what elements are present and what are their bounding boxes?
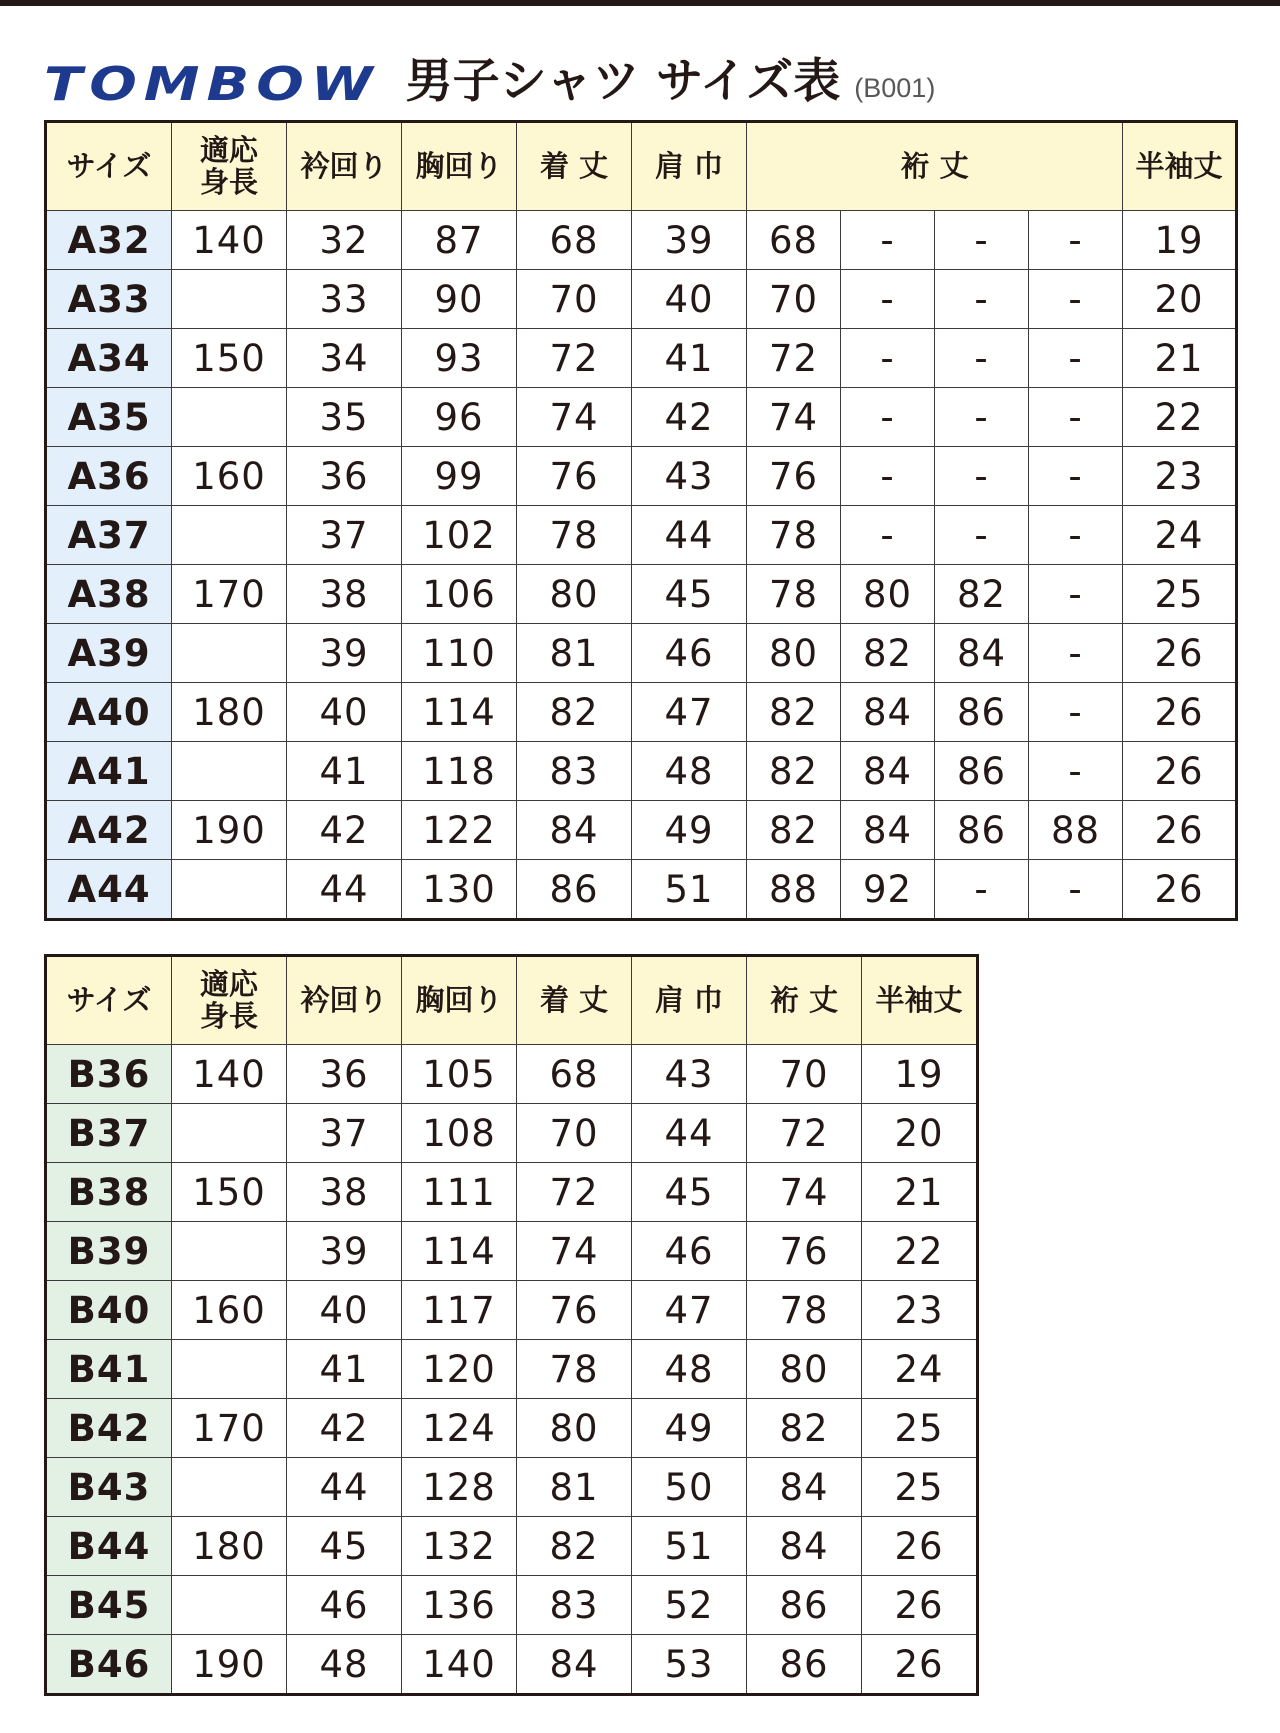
chest-cell: 90 bbox=[402, 270, 517, 329]
length-cell: 76 bbox=[517, 1281, 632, 1340]
header-half-sleeve: 半袖丈 bbox=[1123, 122, 1237, 211]
sleeve-cell: 84 bbox=[747, 1517, 862, 1576]
half-sleeve-cell: 22 bbox=[862, 1222, 978, 1281]
table-row bbox=[46, 329, 1237, 388]
table-row bbox=[46, 506, 1237, 565]
table-row bbox=[46, 1281, 978, 1340]
header-sleeve: 裄 丈 bbox=[747, 956, 862, 1045]
shoulder-cell: 53 bbox=[632, 1635, 747, 1695]
length-cell: 78 bbox=[517, 1340, 632, 1399]
size-code-cell: B42 bbox=[46, 1399, 172, 1458]
sleeve-cell-2: - bbox=[841, 447, 935, 506]
size-code-cell: A37 bbox=[46, 506, 172, 565]
chest-cell: 132 bbox=[402, 1517, 517, 1576]
half-sleeve-cell: 26 bbox=[862, 1576, 978, 1635]
table-row bbox=[46, 1163, 978, 1222]
header-height bbox=[172, 122, 287, 211]
length-cell: 70 bbox=[517, 1104, 632, 1163]
size-code-cell: B41 bbox=[46, 1340, 172, 1399]
shoulder-cell: 42 bbox=[632, 388, 747, 447]
half-sleeve-cell: 26 bbox=[1123, 624, 1237, 683]
chest-cell: 140 bbox=[402, 1635, 517, 1695]
chest-cell: 136 bbox=[402, 1576, 517, 1635]
length-cell: 68 bbox=[517, 211, 632, 270]
collar-cell: 42 bbox=[287, 801, 402, 860]
sleeve-cell-1: 76 bbox=[747, 447, 841, 506]
shoulder-cell: 44 bbox=[632, 1104, 747, 1163]
sleeve-cell-4: - bbox=[1029, 565, 1123, 624]
height-cell bbox=[172, 1222, 287, 1281]
table-row bbox=[46, 1222, 978, 1281]
sleeve-cell-2: - bbox=[841, 506, 935, 565]
chest-cell: 102 bbox=[402, 506, 517, 565]
height-cell bbox=[172, 506, 287, 565]
size-code-cell: A40 bbox=[46, 683, 172, 742]
sleeve-cell-3: - bbox=[935, 270, 1029, 329]
length-cell: 72 bbox=[517, 1163, 632, 1222]
sleeve-cell-2: - bbox=[841, 211, 935, 270]
sleeve-cell: 70 bbox=[747, 1045, 862, 1104]
table-row bbox=[46, 1045, 978, 1104]
height-cell: 160 bbox=[172, 447, 287, 506]
shoulder-cell: 47 bbox=[632, 1281, 747, 1340]
sleeve-cell: 74 bbox=[747, 1163, 862, 1222]
sleeve-cell-3: 86 bbox=[935, 742, 1029, 801]
sleeve-cell-3: - bbox=[935, 447, 1029, 506]
length-cell: 80 bbox=[517, 1399, 632, 1458]
table-row bbox=[46, 624, 1237, 683]
collar-cell: 41 bbox=[287, 1340, 402, 1399]
shoulder-cell: 52 bbox=[632, 1576, 747, 1635]
table-row bbox=[46, 1104, 978, 1163]
collar-cell: 38 bbox=[287, 1163, 402, 1222]
sleeve-cell-3: 84 bbox=[935, 624, 1029, 683]
collar-cell: 32 bbox=[287, 211, 402, 270]
collar-cell: 36 bbox=[287, 1045, 402, 1104]
collar-cell: 39 bbox=[287, 1222, 402, 1281]
size-code-cell: B40 bbox=[46, 1281, 172, 1340]
sleeve-cell-3: - bbox=[935, 506, 1029, 565]
half-sleeve-cell: 19 bbox=[1123, 211, 1237, 270]
length-cell: 81 bbox=[517, 624, 632, 683]
length-cell: 83 bbox=[517, 1576, 632, 1635]
half-sleeve-cell: 26 bbox=[1123, 683, 1237, 742]
sleeve-cell-2: 84 bbox=[841, 683, 935, 742]
chest-cell: 114 bbox=[402, 683, 517, 742]
chest-cell: 105 bbox=[402, 1045, 517, 1104]
size-code-cell: B38 bbox=[46, 1163, 172, 1222]
shoulder-cell: 43 bbox=[632, 1045, 747, 1104]
sleeve-cell-3: 86 bbox=[935, 801, 1029, 860]
length-cell: 70 bbox=[517, 270, 632, 329]
collar-cell: 46 bbox=[287, 1576, 402, 1635]
chest-cell: 114 bbox=[402, 1222, 517, 1281]
height-cell bbox=[172, 1340, 287, 1399]
sleeve-cell-2: 80 bbox=[841, 565, 935, 624]
shoulder-cell: 46 bbox=[632, 624, 747, 683]
size-code-cell: B46 bbox=[46, 1635, 172, 1695]
sleeve-cell: 84 bbox=[747, 1458, 862, 1517]
header-height bbox=[172, 956, 287, 1045]
table-row bbox=[46, 801, 1237, 860]
sleeve-cell-2: - bbox=[841, 270, 935, 329]
half-sleeve-cell: 21 bbox=[1123, 329, 1237, 388]
shoulder-cell: 51 bbox=[632, 860, 747, 920]
sleeve-cell: 86 bbox=[747, 1576, 862, 1635]
size-code-cell: A34 bbox=[46, 329, 172, 388]
header-height-line2: 身長 bbox=[199, 164, 258, 199]
product-code: (B001) bbox=[854, 73, 936, 103]
half-sleeve-cell: 19 bbox=[862, 1045, 978, 1104]
sleeve-cell-1: 78 bbox=[747, 506, 841, 565]
table-row bbox=[46, 1458, 978, 1517]
chest-cell: 117 bbox=[402, 1281, 517, 1340]
half-sleeve-cell: 25 bbox=[1123, 565, 1237, 624]
table-a-body bbox=[46, 211, 1237, 920]
sleeve-cell-1: 80 bbox=[747, 624, 841, 683]
table-row bbox=[46, 1576, 978, 1635]
chest-cell: 118 bbox=[402, 742, 517, 801]
length-cell: 72 bbox=[517, 329, 632, 388]
size-code-cell: A39 bbox=[46, 624, 172, 683]
chest-cell: 99 bbox=[402, 447, 517, 506]
height-cell bbox=[172, 1576, 287, 1635]
sleeve-cell-3: - bbox=[935, 860, 1029, 920]
half-sleeve-cell: 20 bbox=[862, 1104, 978, 1163]
table-row bbox=[46, 565, 1237, 624]
sleeve-cell-1: 78 bbox=[747, 565, 841, 624]
shoulder-cell: 48 bbox=[632, 1340, 747, 1399]
length-cell: 76 bbox=[517, 447, 632, 506]
height-cell bbox=[172, 270, 287, 329]
header-length: 着 丈 bbox=[517, 956, 632, 1045]
size-code-cell: A38 bbox=[46, 565, 172, 624]
length-cell: 78 bbox=[517, 506, 632, 565]
half-sleeve-cell: 24 bbox=[1123, 506, 1237, 565]
sleeve-cell: 78 bbox=[747, 1281, 862, 1340]
sleeve-cell-2: - bbox=[841, 329, 935, 388]
sleeve-cell-1: 74 bbox=[747, 388, 841, 447]
length-cell: 83 bbox=[517, 742, 632, 801]
height-cell: 140 bbox=[172, 1045, 287, 1104]
sleeve-cell: 72 bbox=[747, 1104, 862, 1163]
header-shoulder: 肩 巾 bbox=[632, 122, 747, 211]
header-collar: 衿回り bbox=[287, 956, 402, 1045]
length-cell: 82 bbox=[517, 1517, 632, 1576]
header-length: 着 丈 bbox=[517, 122, 632, 211]
size-code-cell: A44 bbox=[46, 860, 172, 920]
size-code-cell: A36 bbox=[46, 447, 172, 506]
length-cell: 84 bbox=[517, 1635, 632, 1695]
chest-cell: 93 bbox=[402, 329, 517, 388]
chest-cell: 124 bbox=[402, 1399, 517, 1458]
sleeve-cell-2: - bbox=[841, 388, 935, 447]
collar-cell: 41 bbox=[287, 742, 402, 801]
header-size: サイズ bbox=[46, 956, 172, 1045]
size-table-a bbox=[44, 120, 1238, 921]
sleeve-cell-1: 88 bbox=[747, 860, 841, 920]
length-cell: 81 bbox=[517, 1458, 632, 1517]
half-sleeve-cell: 26 bbox=[862, 1635, 978, 1695]
size-code-cell: B45 bbox=[46, 1576, 172, 1635]
collar-cell: 37 bbox=[287, 1104, 402, 1163]
table-row bbox=[46, 211, 1237, 270]
sleeve-cell: 76 bbox=[747, 1222, 862, 1281]
half-sleeve-cell: 20 bbox=[1123, 270, 1237, 329]
collar-cell: 39 bbox=[287, 624, 402, 683]
sleeve-cell-1: 72 bbox=[747, 329, 841, 388]
table-row bbox=[46, 1340, 978, 1399]
header-height-line1: 適応 bbox=[199, 967, 258, 1002]
size-code-cell: A42 bbox=[46, 801, 172, 860]
sleeve-cell-3: 82 bbox=[935, 565, 1029, 624]
shoulder-cell: 49 bbox=[632, 801, 747, 860]
shoulder-cell: 45 bbox=[632, 565, 747, 624]
header-sleeve: 裄 丈 bbox=[747, 122, 1123, 211]
top-rule bbox=[0, 0, 1280, 6]
collar-cell: 38 bbox=[287, 565, 402, 624]
half-sleeve-cell: 26 bbox=[1123, 742, 1237, 801]
sleeve-cell-4: - bbox=[1029, 683, 1123, 742]
sleeve-cell-4: - bbox=[1029, 329, 1123, 388]
table-row bbox=[46, 270, 1237, 329]
chest-cell: 87 bbox=[402, 211, 517, 270]
sleeve-cell: 86 bbox=[747, 1635, 862, 1695]
sleeve-cell-2: 84 bbox=[841, 801, 935, 860]
table-row bbox=[46, 860, 1237, 920]
shoulder-cell: 48 bbox=[632, 742, 747, 801]
sleeve-cell-4: - bbox=[1029, 624, 1123, 683]
header-chest: 胸回り bbox=[402, 122, 517, 211]
height-cell bbox=[172, 388, 287, 447]
sleeve-cell: 80 bbox=[747, 1340, 862, 1399]
shoulder-cell: 47 bbox=[632, 683, 747, 742]
half-sleeve-cell: 21 bbox=[862, 1163, 978, 1222]
collar-cell: 36 bbox=[287, 447, 402, 506]
half-sleeve-cell: 26 bbox=[1123, 801, 1237, 860]
sleeve-cell-1: 82 bbox=[747, 683, 841, 742]
header-height-line2: 身長 bbox=[199, 998, 258, 1033]
shoulder-cell: 45 bbox=[632, 1163, 747, 1222]
sleeve-cell-4: - bbox=[1029, 742, 1123, 801]
height-cell bbox=[172, 860, 287, 920]
collar-cell: 34 bbox=[287, 329, 402, 388]
collar-cell: 45 bbox=[287, 1517, 402, 1576]
height-cell: 170 bbox=[172, 565, 287, 624]
length-cell: 74 bbox=[517, 388, 632, 447]
chest-cell: 108 bbox=[402, 1104, 517, 1163]
collar-cell: 33 bbox=[287, 270, 402, 329]
sleeve-cell-2: 92 bbox=[841, 860, 935, 920]
half-sleeve-cell: 26 bbox=[862, 1517, 978, 1576]
sleeve-cell-2: 84 bbox=[841, 742, 935, 801]
table-row bbox=[46, 388, 1237, 447]
sleeve-cell-3: - bbox=[935, 388, 1029, 447]
height-cell: 140 bbox=[172, 211, 287, 270]
header-shoulder: 肩 巾 bbox=[632, 956, 747, 1045]
height-cell: 180 bbox=[172, 1517, 287, 1576]
sleeve-cell-2: 82 bbox=[841, 624, 935, 683]
size-code-cell: B43 bbox=[46, 1458, 172, 1517]
sleeve-cell-4: - bbox=[1029, 860, 1123, 920]
header-size: サイズ bbox=[46, 122, 172, 211]
table-row bbox=[46, 1399, 978, 1458]
length-cell: 84 bbox=[517, 801, 632, 860]
chest-cell: 96 bbox=[402, 388, 517, 447]
chest-cell: 110 bbox=[402, 624, 517, 683]
size-code-cell: B37 bbox=[46, 1104, 172, 1163]
collar-cell: 44 bbox=[287, 1458, 402, 1517]
size-code-cell: A41 bbox=[46, 742, 172, 801]
sleeve-cell-1: 70 bbox=[747, 270, 841, 329]
table-row bbox=[46, 447, 1237, 506]
table-row bbox=[46, 683, 1237, 742]
height-cell bbox=[172, 1458, 287, 1517]
collar-cell: 40 bbox=[287, 1281, 402, 1340]
sleeve-cell-4: - bbox=[1029, 270, 1123, 329]
height-cell: 160 bbox=[172, 1281, 287, 1340]
chest-cell: 106 bbox=[402, 565, 517, 624]
size-code-cell: B36 bbox=[46, 1045, 172, 1104]
shoulder-cell: 41 bbox=[632, 329, 747, 388]
shoulder-cell: 44 bbox=[632, 506, 747, 565]
title-text: 男子シャツ サイズ表 bbox=[405, 54, 841, 109]
sleeve-cell-4: - bbox=[1029, 447, 1123, 506]
length-cell: 74 bbox=[517, 1222, 632, 1281]
half-sleeve-cell: 25 bbox=[862, 1458, 978, 1517]
length-cell: 80 bbox=[517, 565, 632, 624]
collar-cell: 35 bbox=[287, 388, 402, 447]
half-sleeve-cell: 22 bbox=[1123, 388, 1237, 447]
height-cell bbox=[172, 742, 287, 801]
shoulder-cell: 49 bbox=[632, 1399, 747, 1458]
height-cell: 170 bbox=[172, 1399, 287, 1458]
chest-cell: 130 bbox=[402, 860, 517, 920]
sleeve-cell-1: 68 bbox=[747, 211, 841, 270]
header-half-sleeve: 半袖丈 bbox=[862, 956, 978, 1045]
shoulder-cell: 39 bbox=[632, 211, 747, 270]
half-sleeve-cell: 24 bbox=[862, 1340, 978, 1399]
size-code-cell: A32 bbox=[46, 211, 172, 270]
header-height-line1: 適応 bbox=[199, 133, 258, 168]
half-sleeve-cell: 26 bbox=[1123, 860, 1237, 920]
collar-cell: 42 bbox=[287, 1399, 402, 1458]
half-sleeve-cell: 25 bbox=[862, 1399, 978, 1458]
table-b-body bbox=[46, 1045, 978, 1695]
shoulder-cell: 46 bbox=[632, 1222, 747, 1281]
size-table-b bbox=[44, 954, 979, 1696]
sleeve-cell-1: 82 bbox=[747, 742, 841, 801]
length-cell: 68 bbox=[517, 1045, 632, 1104]
sleeve-cell-3: - bbox=[935, 211, 1029, 270]
size-code-cell: B44 bbox=[46, 1517, 172, 1576]
half-sleeve-cell: 23 bbox=[1123, 447, 1237, 506]
collar-cell: 40 bbox=[287, 683, 402, 742]
height-cell bbox=[172, 624, 287, 683]
header-collar: 衿回り bbox=[287, 122, 402, 211]
chest-cell: 128 bbox=[402, 1458, 517, 1517]
chest-cell: 120 bbox=[402, 1340, 517, 1399]
table-row bbox=[46, 1635, 978, 1695]
sleeve-cell-4: - bbox=[1029, 211, 1123, 270]
sleeve-cell-4: - bbox=[1029, 506, 1123, 565]
chest-cell: 111 bbox=[402, 1163, 517, 1222]
height-cell: 190 bbox=[172, 1635, 287, 1695]
table-row bbox=[46, 742, 1237, 801]
table-b-header-row bbox=[46, 956, 978, 1045]
table-a-header-row bbox=[46, 122, 1237, 211]
brand-logo: TOMBOW bbox=[44, 58, 380, 112]
sleeve-cell-3: - bbox=[935, 329, 1029, 388]
collar-cell: 37 bbox=[287, 506, 402, 565]
length-cell: 86 bbox=[517, 860, 632, 920]
header-chest: 胸回り bbox=[402, 956, 517, 1045]
collar-cell: 44 bbox=[287, 860, 402, 920]
height-cell: 190 bbox=[172, 801, 287, 860]
height-cell bbox=[172, 1104, 287, 1163]
chest-cell: 122 bbox=[402, 801, 517, 860]
size-code-cell: B39 bbox=[46, 1222, 172, 1281]
sleeve-cell-4: 88 bbox=[1029, 801, 1123, 860]
table-row bbox=[46, 1517, 978, 1576]
page-title bbox=[44, 44, 935, 114]
height-cell: 150 bbox=[172, 1163, 287, 1222]
half-sleeve-cell: 23 bbox=[862, 1281, 978, 1340]
sleeve-cell: 82 bbox=[747, 1399, 862, 1458]
length-cell: 82 bbox=[517, 683, 632, 742]
shoulder-cell: 40 bbox=[632, 270, 747, 329]
shoulder-cell: 43 bbox=[632, 447, 747, 506]
shoulder-cell: 51 bbox=[632, 1517, 747, 1576]
shoulder-cell: 50 bbox=[632, 1458, 747, 1517]
size-code-cell: A33 bbox=[46, 270, 172, 329]
collar-cell: 48 bbox=[287, 1635, 402, 1695]
sleeve-cell-4: - bbox=[1029, 388, 1123, 447]
sleeve-cell-1: 82 bbox=[747, 801, 841, 860]
height-cell: 180 bbox=[172, 683, 287, 742]
sleeve-cell-3: 86 bbox=[935, 683, 1029, 742]
size-code-cell: A35 bbox=[46, 388, 172, 447]
height-cell: 150 bbox=[172, 329, 287, 388]
